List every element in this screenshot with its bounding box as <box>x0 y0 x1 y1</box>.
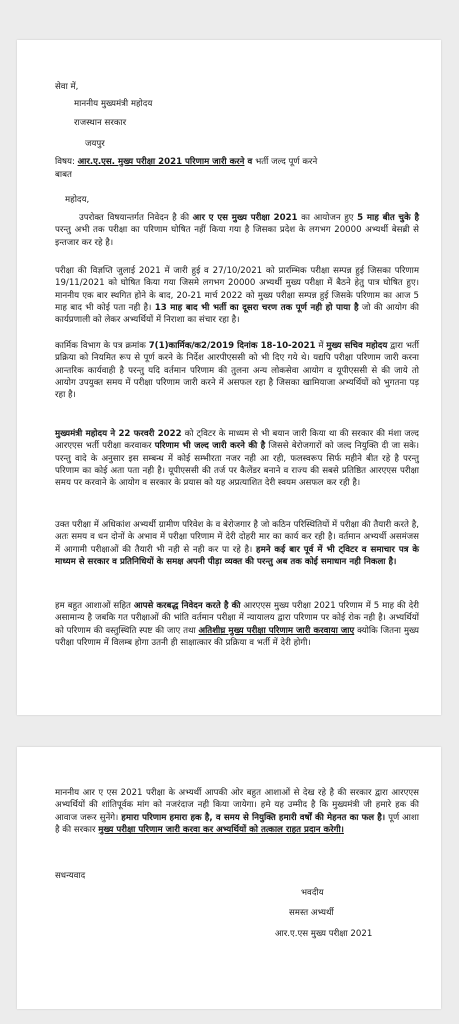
paragraph-4: मुख्यमंत्री महोदय ने 22 फरवरी 2022 को ट्विटर के माध्यम से भी बयान जारी किया था की सरकार की मंशा जल्द आरएएस भर्ती परीक्षा करवाकर परिणाम भी जल्द जारी करने की है जिससे बेरोजगारों को जल्द नियुक्ति दी जा सके। परन्तु वादे के अनुसार इस सम्बन्ध में कोई सम्भीरता नजर नही आ रही, फलस्वरूप सिर्फ महीने बीत रहे है परन्तु परिणाम का कोई अता पता नही है। यूपीएससी की तर्ज पर कैलेंडर बनाने व राज्य की सबसे प्रतिष्ठित आरएएस परीक्षा समय पर करवाने के आयोग व सरकार के प्रयास को यह अप्रत्याशित देरी स्वयम असफल कर रही है। <box>55 429 419 489</box>
thanks-text: सधन्यवाद <box>55 871 86 881</box>
signatory-exam: आर.ए.एस मुख्य परीक्षा 2021 <box>275 929 373 939</box>
letter-page-1 <box>17 40 441 715</box>
paragraph-2: परीक्षा की विज्ञप्ति जुलाई 2021 में जारी हुई व 27/10/2021 को प्रारम्भिक परीक्षा सम्पन्न हुई जिसका परिणाम 19/11/2021 को घोषित किया गया जिसमे लगभग 20000 अभ्यर्थी मुख्य परीक्षा में बैठने हेतु पात्र घोषित हुए। माननीय एक बार स्थगित होने के बाद, 20-21 मार्च 2022 को मुख्य परीक्षा सम्पन्न हुई जिसके परिणाम का आज 5 माह बाद भी कोई पता नही है। 13 माह बाद भी भर्ती का दूसरा चरण तक पूर्ण नही हो पाया है जो की आयोग की कार्यप्रणाली को लेकर अभ्यर्थियों में निराशा का संचार रहा है। <box>55 266 420 326</box>
greeting: महोदय, <box>65 195 90 205</box>
subject-highlight: आर.ए.एस. मुख्य परीक्षा 2021 परिणाम जारी करने <box>77 157 245 167</box>
paragraph-6: हम बहुत आशाओं सहित आपसे करबद्ध निवेदन करते है की आरएएस मुख्य परीक्षा 2021 परिणाम में 5 माह की देरी असामान्य है जबकि गत परीक्षाओं की भांति वर्तमान परीक्षा में न्यायालय द्वारा परिणाम पर कोई रोक नही है। अभ्यर्थियों को परिणाम की वस्तुस्थिति स्पष्ट की जाए तथा अतिशीघ्र मुख्य परीक्षा परिणाम जारी करवाया जाए क्योकि जितना मुख्य परीक्षा परिणाम में विलम्ब होगा उतनी ही साक्षात्कार की प्रक्रिया व भर्ती में देरी होगी। <box>55 601 419 648</box>
addressee-city: जयपुर <box>85 139 105 149</box>
subject-line <box>55 156 419 168</box>
paragraph-7: माननीय आर ए एस 2021 परीक्षा के अभ्यर्थी आपकी ओर बहुत आशाओं से देख रहे है की सरकार द्वारा आरएएस अभ्यर्थियों की शांतिपूर्वक मांग को नजरंदाज नही किया जायेगा। हमे यह उम्मीद है कि मुख्यमंत्री जी हमारे हक की आवाज जरूर सुनेंगे। हमारा परिणाम हमारा हक है, व समय से नियुक्ति हमारी वर्षों की मेहनत का फल है। पूर्ण आशा है की सरकार मुख्य परीक्षा परिणाम जारी करवा कर अभ्यर्थियों को तत्काल राहत प्रदान करेगी। <box>55 788 419 835</box>
addressee-title: माननीय मुख्यमंत्री महोदय <box>74 99 153 109</box>
paragraph-5: उक्त परीक्षा में अधिकांश अभ्यर्थी ग्रामीण परिवेश के व बेरोजगार है जो कठिन परिस्थितियों में परीक्षा की तैयारी करते है, अतः समय व धन दोनों के अभाव में परीक्षा परिणाम में देरी दोहरी मार का कार्य कर रही है। वर्तमान अभ्यर्थी असमंजस में आगामी परीक्षाओं की तैयारी भी नही से नही कर पा रहे है। हमने कई बार पूर्व में भी ट्विटर व समाचार पत्र के माध्यम से सरकार व प्रतिनिधियों के समक्ष अपनी पीड़ा व्यक्त की परन्तु अब तक कोई समाधान नही निकला है। <box>55 520 420 567</box>
paragraph-3: कार्मिक विभाग के पत्र क्रमांक 7(1)कार्मिक/क2/2019 दिनांक 18-10-2021 में मुख्य सचिव महोदय द्वारा भर्ती प्रक्रिया को नियमित रूप से पूर्ण करने के निर्देश आरपीएससी को भी दिए गये थे। यद्यपि परीक्षा परिणाम जारी करना आन्तरिक कार्यवाही है परन्तु यदि वर्तमान परिणाम की तुलना अन्य लोकसेवा आयोग व यूपीएससी से की जाये तो आयोग उपयुक्त समय में परीक्षा परिणाम जारी करने में असफल रहा है जिसका खामियाजा अभ्यर्थियों को भुगतना पड़ रहा है। <box>55 341 419 401</box>
signatory: समस्त अभ्यर्थी <box>289 908 334 918</box>
subject-rest: भर्ती जल्द पूर्ण करने <box>255 157 318 167</box>
subject-line-2: बाबत <box>55 170 72 180</box>
salutation-to: सेवा में, <box>55 82 79 92</box>
letter-page-2 <box>17 747 441 1009</box>
subject-mid: व <box>244 157 256 167</box>
addressee-org: राजस्थान सरकार <box>74 118 127 128</box>
closing-text: भवदीय <box>301 888 324 898</box>
paragraph-1: उपरोक्त विषयान्तर्गत निवेदन है की आर ए एस मुख्य परीक्षा 2021 का आयोजन हुए 5 माह बीत चुके है परन्तु अभी तक परीक्षा का परिणाम घोषित नहीं किया गया है जिसका प्रदेश के लगभग 20000 अभ्यर्थी बेसब्री से इन्तजार कर रहे है। <box>55 213 420 248</box>
subject-prefix: विषय: <box>55 157 78 167</box>
